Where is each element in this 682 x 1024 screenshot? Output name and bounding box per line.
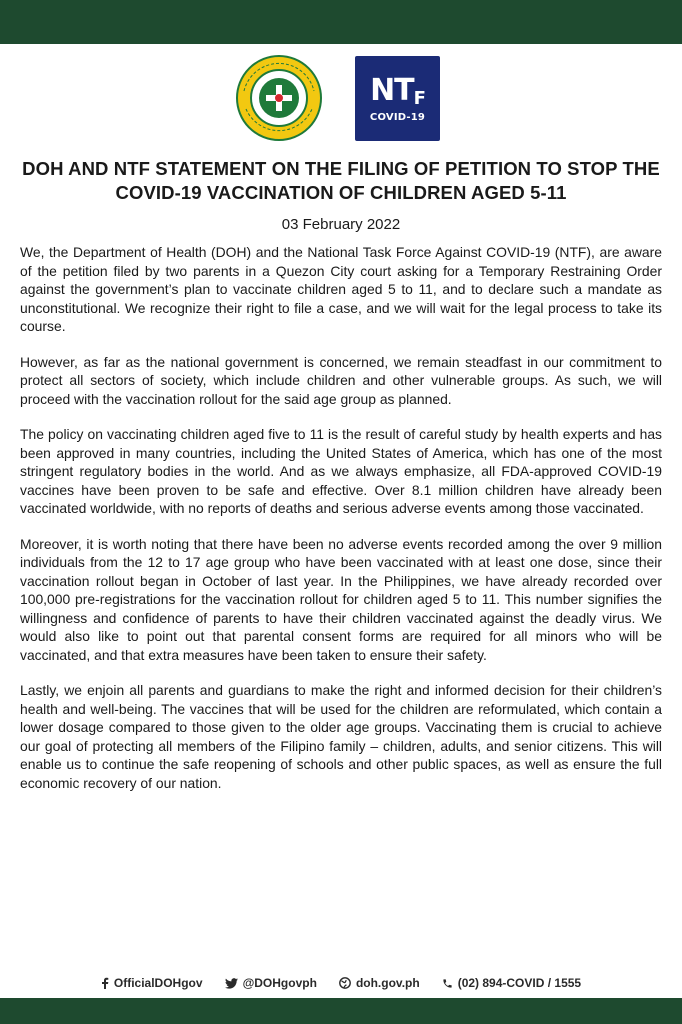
twitter-label: @DOHgovph [242, 976, 317, 990]
ntf-logo-text: NTF [370, 73, 425, 109]
facebook-link[interactable] [101, 976, 203, 990]
phone-label: (02) 894-COVID / 1555 [457, 976, 582, 990]
twitter-icon [225, 978, 238, 989]
facebook-icon [101, 977, 109, 989]
doh-seal-logo [236, 55, 322, 141]
phone-icon [442, 978, 453, 989]
facebook-label: OfficialDOHgov [113, 976, 203, 990]
paragraph: Lastly, we enjoin all parents and guardians to make the right and informed decision for their children’s health and well-being. The vaccines that will be used for the children are reformulated, which contain a lower dosage compared to those given to the older age groups. Vaccinating them is crucial to achieve our goal of protecting all members of the Filipino family – children, adults, and senior citizens. This will enable us to continue the safe reopening of schools and other public spaces, as well as ensure the full economic recovery of our nation. [20, 682, 662, 791]
ntf-logo-subtext: COVID-19 [369, 112, 426, 123]
ntf-covid19-logo [355, 56, 440, 141]
globe-icon [339, 977, 351, 989]
logo-row [0, 55, 682, 143]
top-band [0, 0, 682, 44]
phone-contact[interactable] [442, 976, 581, 990]
statement-body [20, 243, 662, 809]
statement-title: DOH AND NTF STATEMENT ON THE FILING OF PETITION TO STOP THE COVID-19 VACCINATION OF CHILDREN AGED 5-11 [22, 158, 660, 203]
statement-date: 03 February 2022 [281, 216, 401, 233]
twitter-link[interactable] [225, 976, 317, 990]
paragraph: The policy on vaccinating children aged five to 11 is the result of careful study by health experts and has been approved in many countries, including the United States of America, which has one of the most stringent regulatory bodies in the world. And as we always emphasize, all FDA-approved COVID-19 vaccines have been proven to be safe and effective. Over 8.1 million children have already been vaccinated worldwide, with no reports of deaths and serious adverse events among those vaccinated. [20, 426, 662, 516]
contact-footer [0, 973, 682, 993]
paragraph: However, as far as the national government is concerned, we remain steadfast in our commitment to protect all sectors of society, which include children and other vulnerable groups. As such, we will proceed with the vaccination rollout for the said age group as planned. [20, 353, 662, 407]
paragraph: We, the Department of Health (DOH) and the National Task Force Against COVID-19 (NTF), are aware of the petition filed by two parents in a Quezon City court asking for a Temporary Restraining Order against the government’s plan to vaccinate children aged 5 to 11, and to declare such a mandate as unconstitutional. We recognize their right to file a case, and we will wait for the legal process to take its course. [20, 244, 662, 334]
paragraph: Moreover, it is worth noting that there have been no adverse events recorded among the over 9 million individuals from the 12 to 17 age group who have been vaccinated with at least one dose, since their vaccination rollout began in October of last year. In the Philippines, we have already recorded over 100,000 pre-registrations for the vaccination rollout for children aged 5 to 11. This number signifies the willingness and confidence of parents to have their children vaccinated against the deadly virus. We would also like to point out that parental consent forms are required for all minors who will be vaccinated, and that extra measures have been taken to ensure their safety. [20, 535, 662, 663]
bottom-band [0, 998, 682, 1024]
website-label: doh.gov.ph [355, 976, 420, 990]
website-link[interactable] [339, 976, 420, 990]
